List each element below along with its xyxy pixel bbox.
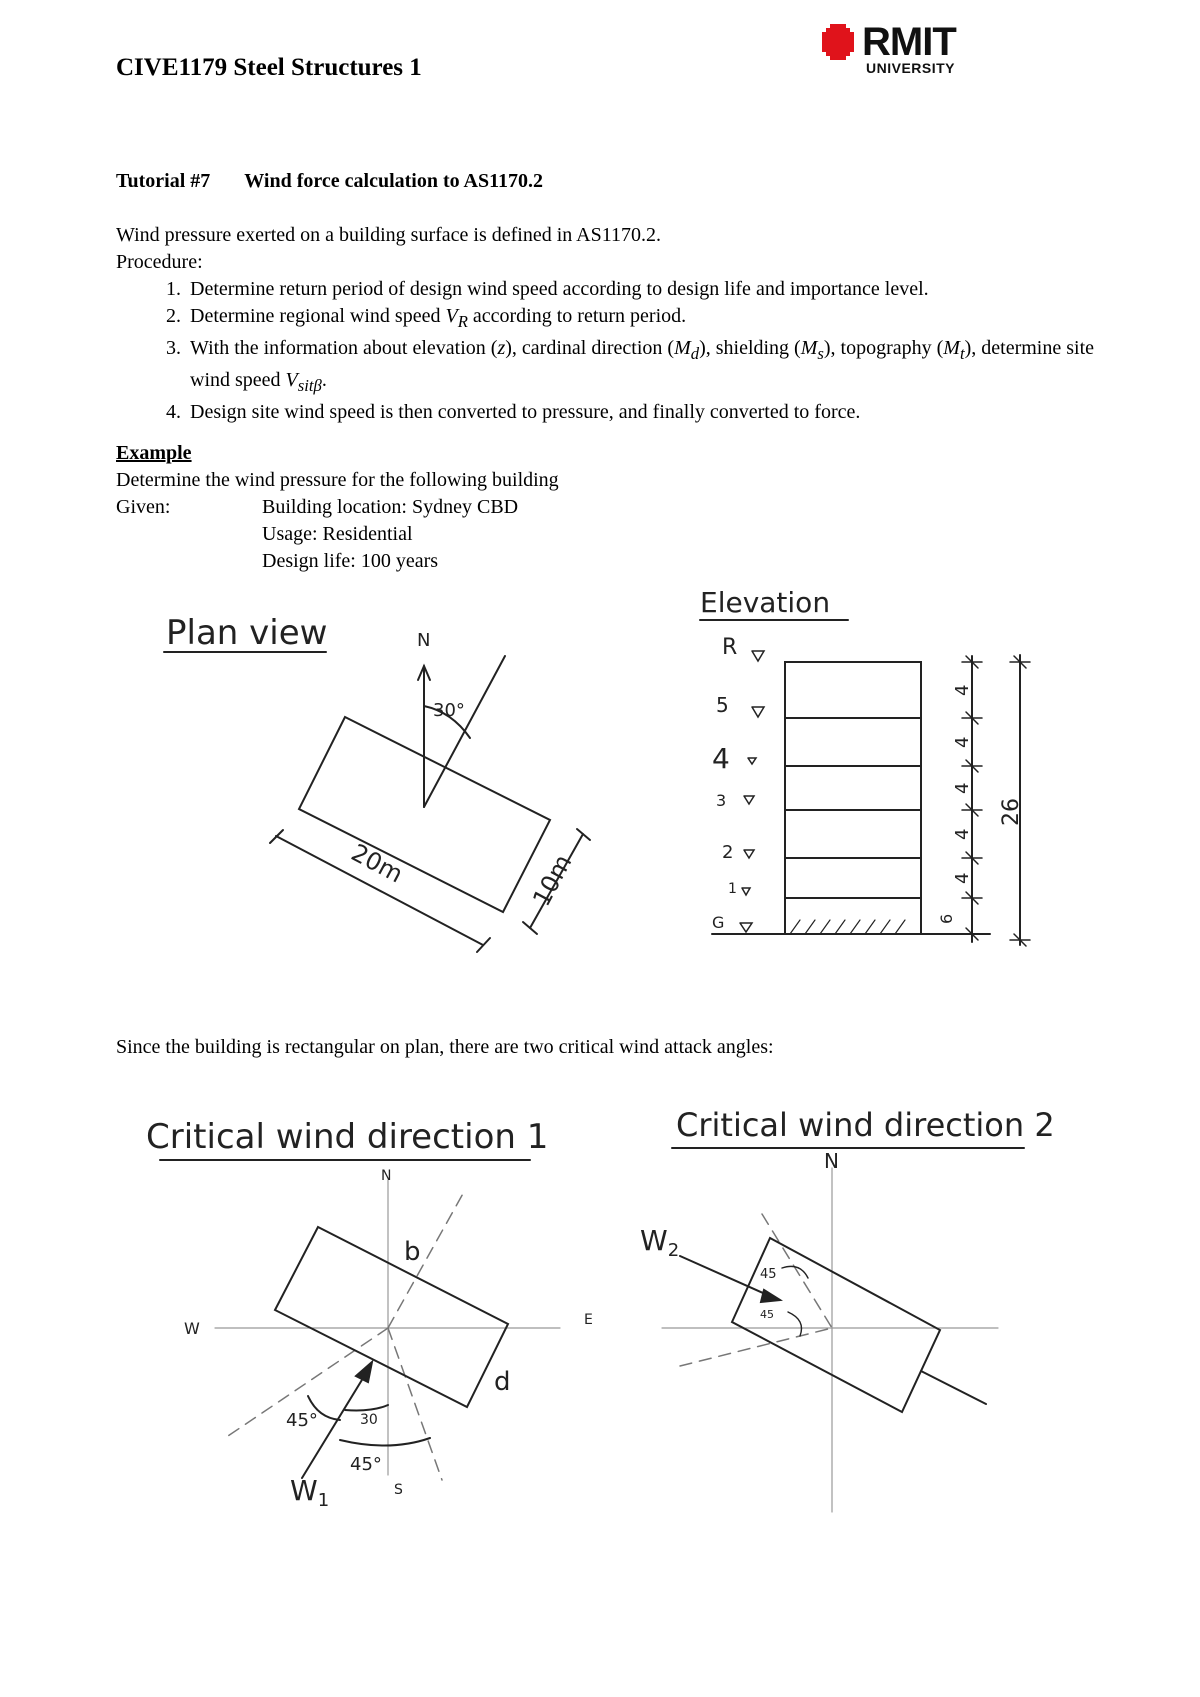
level-label: 5 [716,693,729,717]
logo-word: RMIT [862,20,956,64]
plan-dim-tick [270,830,283,843]
given-location: Building location: Sydney CBD [262,496,519,518]
level-markers [740,651,764,932]
elevation-title: Elevation [700,586,831,619]
given-design-life: Design life: 100 years [262,550,439,572]
dir1-north: N [381,1168,392,1184]
level-label: G [712,913,725,932]
dir2-title: Critical wind direction 2 [676,1106,1055,1144]
step-4: 4. Design site wind speed is then converted to pressure, and finally converted to force. [186,399,1116,426]
dir2-arrowhead-icon [761,1290,780,1302]
level-label: 3 [716,791,727,810]
dir1-west: W [184,1319,200,1338]
dir1-construction-lines [225,1190,465,1480]
dir2-axes [662,1168,998,1512]
dir1-face-b: b [404,1237,421,1267]
tutorial-number: Tutorial #7 [116,170,211,192]
dir1-angle-45b: 45° [350,1454,382,1475]
floor-dim-label: 4 [952,828,973,840]
step-3: 3. With the information about elevation (z), cardinal direction $(M_d)$, shielding $(M_s)$, topography $(M_t)$, determine site wind speed $V_{sit\beta}$. [186,335,1116,399]
plan-view-title: Plan view [166,613,328,653]
dir2-wind-line-out [921,1371,986,1404]
elevation-sketch [700,620,1030,946]
step-2: 2. Determine regional wind speed $V_R$ according to return period. [186,303,1116,335]
dir1-wind-label: $W_1$ [290,1474,330,1511]
dir1-angle-45a: 45° [286,1410,318,1431]
dir1-south: S [394,1482,403,1498]
plan-length-label: 20m [346,838,408,889]
logo-sub: UNIVERSITY [866,60,956,76]
plan-angle-label: 30° [433,700,465,721]
level-label: 2 [722,842,734,863]
dir1-face-d: d [494,1367,511,1397]
intro-line-1: Wind pressure exerted on a building surface is defined in AS1170.2. [116,224,661,246]
plan-view-sketch [164,652,590,952]
dir1-title: Critical wind direction 1 [146,1117,549,1157]
plan-dim-tick [577,829,590,840]
wind-direction-2-sketch [662,1148,1024,1512]
example-statement: Determine the wind pressure for the following building [116,469,559,491]
example-title: Example [116,442,192,464]
course-title: CIVE1179 Steel Structures 1 [116,54,422,81]
dir1-east: E [584,1312,593,1328]
elevation-building [785,662,921,934]
ground-hatch [790,920,905,934]
transition-text: Since the building is rectangular on plan, there are two critical wind attack angles: [116,1036,774,1058]
dir1-arrowhead-icon [356,1362,372,1382]
dir2-angle-b: 45 [760,1308,774,1321]
level-label: 4 [712,742,730,775]
plan-dim-tick [523,922,537,934]
dir2-north: N [824,1149,839,1173]
floor-dim-label: 4 [952,736,973,748]
floor-dim-label: 6 [937,913,956,924]
floor-dim-label: 4 [952,782,973,794]
dir2-wind-label: $W_2$ [640,1224,680,1261]
given-usage: Usage: Residential [262,523,413,545]
step-1: 1. Determine return period of design wind speed according to design life and importance level. [186,276,1116,303]
plan-dim-tick [477,938,490,952]
level-label: 1 [728,881,737,897]
given-label: Given: [116,496,171,518]
total-height-label: 26 [999,798,1024,826]
dir1-arc-30 [345,1405,388,1410]
tutorial-title: Wind force calculation to AS1170.2 [244,170,544,192]
dir1-building-rectangle [275,1227,508,1407]
floor-dim-label: 4 [952,872,973,884]
plan-north-label: N [417,630,431,651]
dir2-arc-b [788,1312,802,1336]
dir2-building-rectangle [732,1238,940,1412]
dir1-angle-30: 30 [360,1412,378,1428]
dir1-arc-45b [340,1438,430,1446]
wind-direction-1-sketch [160,1160,560,1480]
level-label: R [722,635,738,660]
floor-dim-label: 4 [952,684,973,696]
intro-line-2: Procedure: [116,251,203,273]
dir2-angle-a: 45 [760,1267,777,1282]
plan-width-label: 10m [527,850,578,911]
